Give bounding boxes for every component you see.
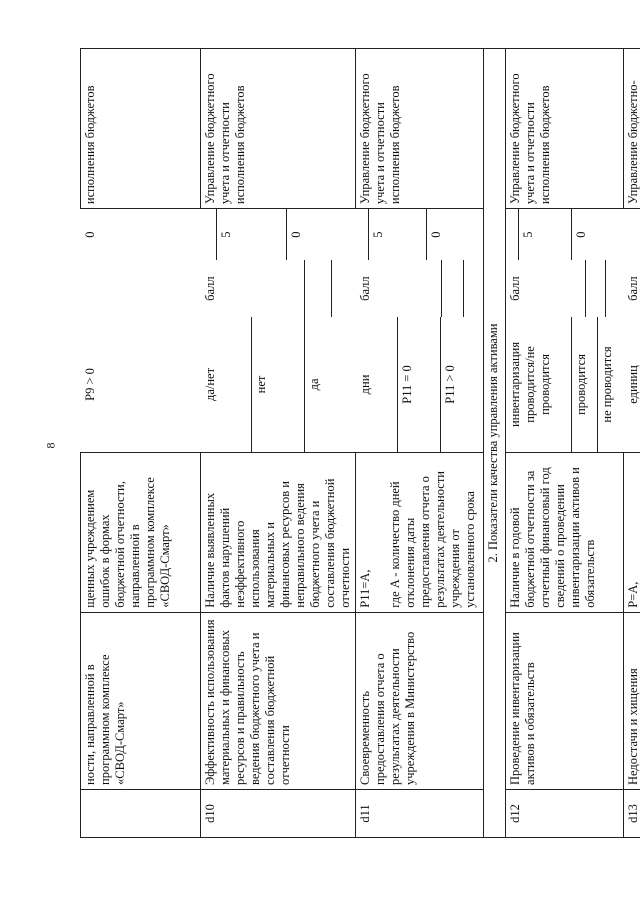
score-value (356, 209, 369, 260)
scores-cell (201, 209, 356, 260)
condition-value: инвентаризация проводится/не проводится (506, 317, 571, 451)
scores-cell (506, 209, 624, 260)
condition-value: P11 = 0 (398, 317, 441, 451)
responsible-department: Управление бюджетного учета и отчетности исполнения бюджетов (201, 49, 356, 209)
indicator-name: Недостачи и хищения (624, 612, 640, 789)
table-row (506, 49, 624, 838)
units-cell (356, 260, 484, 317)
indicator-formula: Наличие в годовой бюджетной отчетности за отчетный финансовый год сведений о проведении инвентаризации активов и обязательств (506, 452, 624, 612)
unit-value (605, 260, 623, 317)
unit-value (585, 260, 605, 317)
unit-value (305, 260, 332, 317)
indicator-name: Проведение инвентаризации активов и обязательств (506, 612, 624, 789)
score-value: 5 (369, 209, 427, 260)
condition-value: да (306, 378, 321, 391)
indicator-code: d13 (624, 789, 640, 837)
score-value: 0 (428, 231, 443, 238)
responsible-department: Управление бюджетно- (624, 49, 640, 209)
indicator-code: d10 (201, 789, 356, 837)
responsible-department: Управление бюджетного учета и отчетности исполнения бюджетов (506, 49, 624, 209)
units-cell (201, 260, 356, 317)
unit-value: балл (506, 260, 585, 317)
indicators-table (80, 48, 640, 838)
unit-value (441, 260, 463, 317)
conditions-cell (506, 317, 624, 452)
conditions-cell (81, 317, 201, 452)
indicator-code: d12 (506, 789, 624, 837)
units-cell (506, 260, 624, 317)
table-row (356, 49, 484, 838)
scores-cell (356, 209, 484, 260)
indicator-code: d11 (356, 789, 484, 837)
scores-cell (624, 209, 640, 260)
section-header-row (484, 49, 506, 838)
condition-value: нет (252, 317, 305, 451)
condition-value: дни (356, 317, 398, 451)
scores-cell (81, 209, 201, 260)
indicator-formula: P=A, (624, 452, 640, 612)
score-value: 0 (82, 231, 97, 238)
score-value (201, 209, 217, 260)
unit-value (463, 260, 483, 317)
unit-value (81, 260, 201, 317)
page-number: 8 (43, 442, 58, 449)
indicator-formula: щенных учреждением ошибок в формах бюджетной отчетности, направленной в программном комплексе «СВОД-Смарт» (81, 452, 201, 612)
indicator-name: Своевременность предоставления отчета о результатах деятельности учреждения в Министерство (356, 612, 484, 789)
indicator-formula: Наличие выявленных фактов нарушений неэффективного использования материальных и финансовых ресурсов и неправильного ведения бюджетного учета и составления бюджетной отчетности (201, 452, 356, 612)
responsible-department: исполнения бюджетов (81, 49, 201, 209)
conditions-cell (624, 317, 640, 452)
table-row (81, 49, 201, 838)
indicator-name: Эффективность использования материальных и финансовых ресурсов и правильность ведения бюджетного учета и составления бюджетной отчетности (201, 612, 356, 789)
unit-value: балл (201, 260, 305, 317)
unit-value: балл (625, 276, 640, 301)
condition-value: P11 > 0 (443, 365, 458, 404)
score-value: 5 (216, 209, 286, 260)
unit-value: балл (356, 260, 442, 317)
indicator-formula: P11=A, где A - количество дней отклонения даты предоставления отчета о результатах деятельности учреждения от установленного срока (356, 452, 484, 612)
units-cell (81, 260, 201, 317)
score-value: 0 (289, 231, 304, 238)
condition-value: да/нет (201, 317, 252, 451)
rotated-table-container (80, 48, 640, 838)
condition-value: проводится (571, 317, 597, 451)
table-row (624, 49, 640, 838)
score-value: 5 (518, 209, 571, 260)
responsible-department: Управление бюджетного учета и отчетности исполнения бюджетов (356, 49, 484, 209)
indicator-name: ности, направленной в программном комплексе «СВОД-Смарт» (81, 612, 201, 789)
table-row (201, 49, 356, 838)
indicator-code (81, 789, 201, 837)
unit-value (331, 260, 355, 317)
conditions-cell (201, 317, 356, 452)
score-value: 0 (573, 231, 588, 238)
condition-value: единиц (625, 365, 640, 404)
condition-value: P9 > 0 (82, 368, 97, 401)
section-title: 2. Показатели качества управления активами (484, 49, 506, 838)
conditions-cell (356, 317, 484, 452)
score-value (506, 209, 518, 260)
condition-value: не проводится (600, 346, 615, 423)
score-value (624, 209, 640, 260)
units-cell (624, 260, 640, 317)
